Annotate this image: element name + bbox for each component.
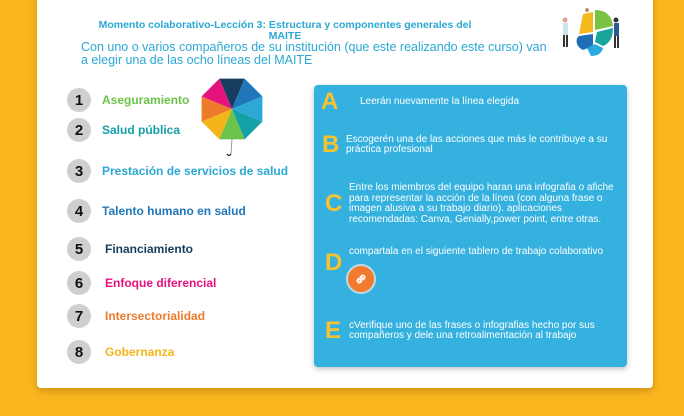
step-c — [325, 183, 625, 225]
line-label: Prestación de servicios de salud — [102, 164, 289, 178]
line-label: Salud pública — [102, 123, 181, 137]
team-puzzle-head-illustration — [553, 6, 623, 58]
page-subtitle: Con uno o varios compañeros de su institución (que este realizando este curso) van a elegir una de las ocho líneas del MAITE — [81, 40, 547, 67]
line-item-5[interactable] — [67, 237, 193, 261]
line-item-2[interactable] — [67, 118, 180, 142]
line-item-8[interactable] — [67, 340, 174, 364]
step-text: Entre los miembros del equipo haran una infografia o afiche para representar la acción de la línea (con alguna frase o imagen alusiva a su trabajo diario). aplicaciones recomendadas: Canva, Genially,power point, entre otras. — [349, 182, 614, 225]
line-label: Enfoque diferencial — [105, 276, 217, 290]
line-item-4[interactable] — [67, 199, 246, 223]
line-item-7[interactable] — [67, 304, 205, 328]
step-a — [321, 88, 621, 116]
line-label: Intersectorialidad — [105, 309, 206, 323]
collaborative-board-link-button[interactable] — [346, 264, 376, 294]
number-badge: 5 — [67, 237, 91, 261]
step-letter: B — [322, 131, 340, 158]
number-badge: 2 — [67, 118, 91, 142]
step-text: Leerán nuevamente la línea elegida — [360, 95, 520, 107]
page-title: Momento colaborativo-Lección 3: Estructura y componentes generales del MAITE — [98, 19, 472, 42]
umbrella-icon — [199, 76, 265, 158]
line-label: Talento humano en salud — [102, 204, 246, 218]
step-letter: D — [325, 249, 343, 276]
line-item-6[interactable] — [67, 271, 216, 295]
number-badge: 6 — [67, 271, 91, 295]
number-badge: 7 — [67, 304, 91, 328]
line-label: Aseguramiento — [102, 93, 190, 107]
step-e — [325, 317, 625, 345]
step-letter: E — [325, 317, 342, 344]
step-letter: C — [325, 190, 343, 217]
step-text: Escogerén una de las acciones que más le contribuye a su práctica profesional — [346, 133, 608, 155]
step-text: compartala en el siguiente tablero de trabajo colaborativo — [349, 246, 604, 257]
step-b — [322, 131, 622, 159]
step-letter: A — [321, 88, 339, 115]
line-item-1[interactable] — [67, 88, 189, 112]
number-badge: 8 — [67, 340, 91, 364]
number-badge: 1 — [67, 88, 91, 112]
number-badge: 4 — [67, 199, 91, 223]
line-item-3[interactable] — [67, 159, 288, 183]
step-text: cVerifique uno de las frases o infografias hecho por sus compañeros y dele una retroalimentación al trabajo — [349, 319, 595, 341]
line-label: Gobernanza — [105, 345, 175, 359]
line-label: Financiamiento — [105, 242, 194, 256]
link-icon — [354, 272, 368, 286]
number-badge: 3 — [67, 159, 91, 183]
